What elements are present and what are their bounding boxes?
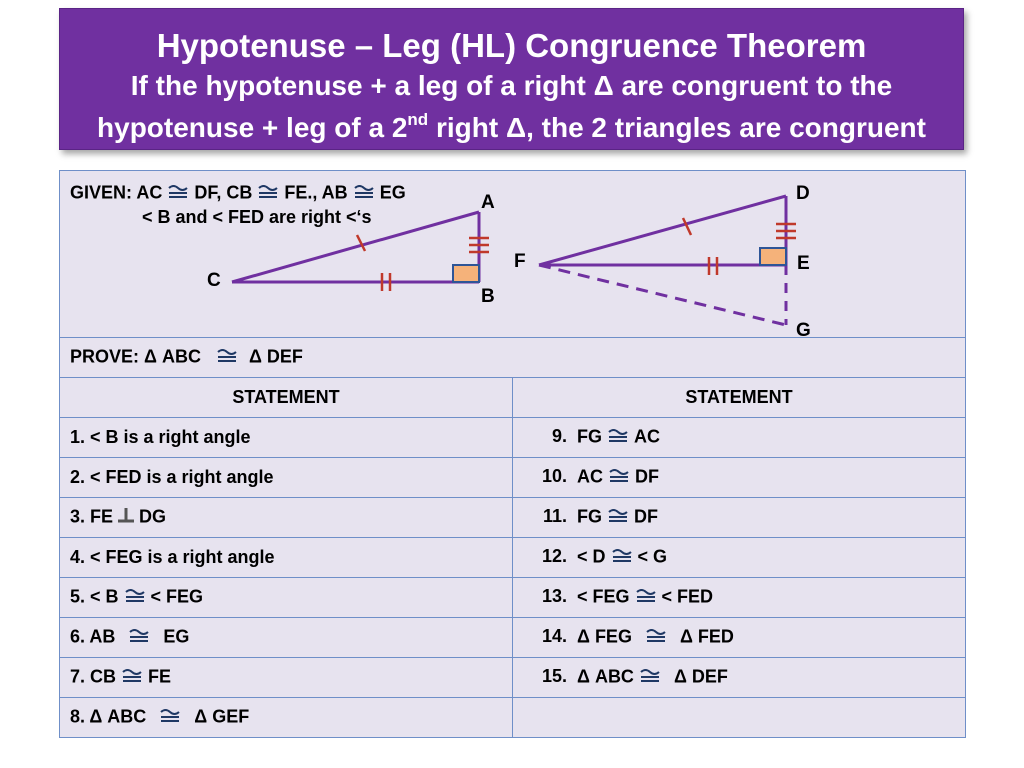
label-d: D xyxy=(796,183,810,204)
table-row: 8. Δ ABC Δ GEF xyxy=(60,698,966,738)
congruent-icon xyxy=(606,505,630,530)
table-row: 1. < B is a right angle 9. FG AC xyxy=(60,418,966,458)
congruent-icon xyxy=(634,585,658,610)
label-c: C xyxy=(207,270,221,291)
triangle-def xyxy=(539,196,796,325)
statement-header-left: STATEMENT xyxy=(60,378,513,418)
label-g: G xyxy=(796,320,811,337)
table-row: 4. < FEG is a right angle 12. < D < G xyxy=(60,538,966,578)
label-e: E xyxy=(797,253,810,274)
triangle-diagram xyxy=(60,171,966,337)
table-row: 5. < B < FEG 13. < FEG < FED xyxy=(60,578,966,618)
congruent-icon xyxy=(215,345,239,370)
theorem-line-1: If the hypotenuse + a leg of a right Δ are congruent to the xyxy=(130,70,893,101)
table-row: 7. CB FE 15. Δ ABC Δ DEF xyxy=(60,658,966,698)
table-row: 3. FE DG 11. FG DF xyxy=(60,498,966,538)
statement-header-right: STATEMENT xyxy=(513,378,966,418)
congruent-icon xyxy=(127,625,151,650)
perpendicular-icon xyxy=(116,505,136,530)
header-row xyxy=(60,378,966,418)
segment-fg xyxy=(539,265,786,325)
given-statement: GIVEN: AC DF, CB FE., AB EG xyxy=(70,181,406,206)
table-row: 6. AB EG 14. Δ FEG Δ FED xyxy=(60,618,966,658)
given-row xyxy=(60,171,966,338)
congruent-icon xyxy=(607,465,631,490)
segment-ac xyxy=(232,212,479,282)
label-f: F xyxy=(514,251,526,272)
title: Hypotenuse – Leg (HL) Congruence Theorem xyxy=(156,27,867,64)
segment-df xyxy=(539,196,786,265)
label-a: A xyxy=(481,192,495,213)
title-banner xyxy=(59,8,964,150)
congruent-icon xyxy=(158,705,182,730)
right-angle-b xyxy=(453,265,479,282)
triangle-abc xyxy=(232,212,489,291)
congruent-icon xyxy=(644,625,668,650)
congruent-icon xyxy=(606,425,630,450)
given-right-angles: < B and < FED are right <‘s xyxy=(142,207,372,227)
congruent-icon xyxy=(120,665,144,690)
tick-ac xyxy=(357,235,365,251)
given-box xyxy=(60,171,965,337)
congruent-icon xyxy=(638,665,662,690)
congruent-icon xyxy=(123,585,147,610)
proof-table xyxy=(59,170,966,738)
tick-df xyxy=(683,218,691,235)
right-angle-e xyxy=(760,248,786,265)
label-b: B xyxy=(481,286,495,307)
theorem-line-2: hypotenuse + leg of a 2nd right Δ, the 2 triangles are congruent xyxy=(97,109,926,143)
congruent-icon xyxy=(610,545,634,570)
table-row: 2. < FED is a right angle 10. AC DF xyxy=(60,458,966,498)
prove-row: PROVE: Δ ABC Δ DEF xyxy=(60,338,966,378)
